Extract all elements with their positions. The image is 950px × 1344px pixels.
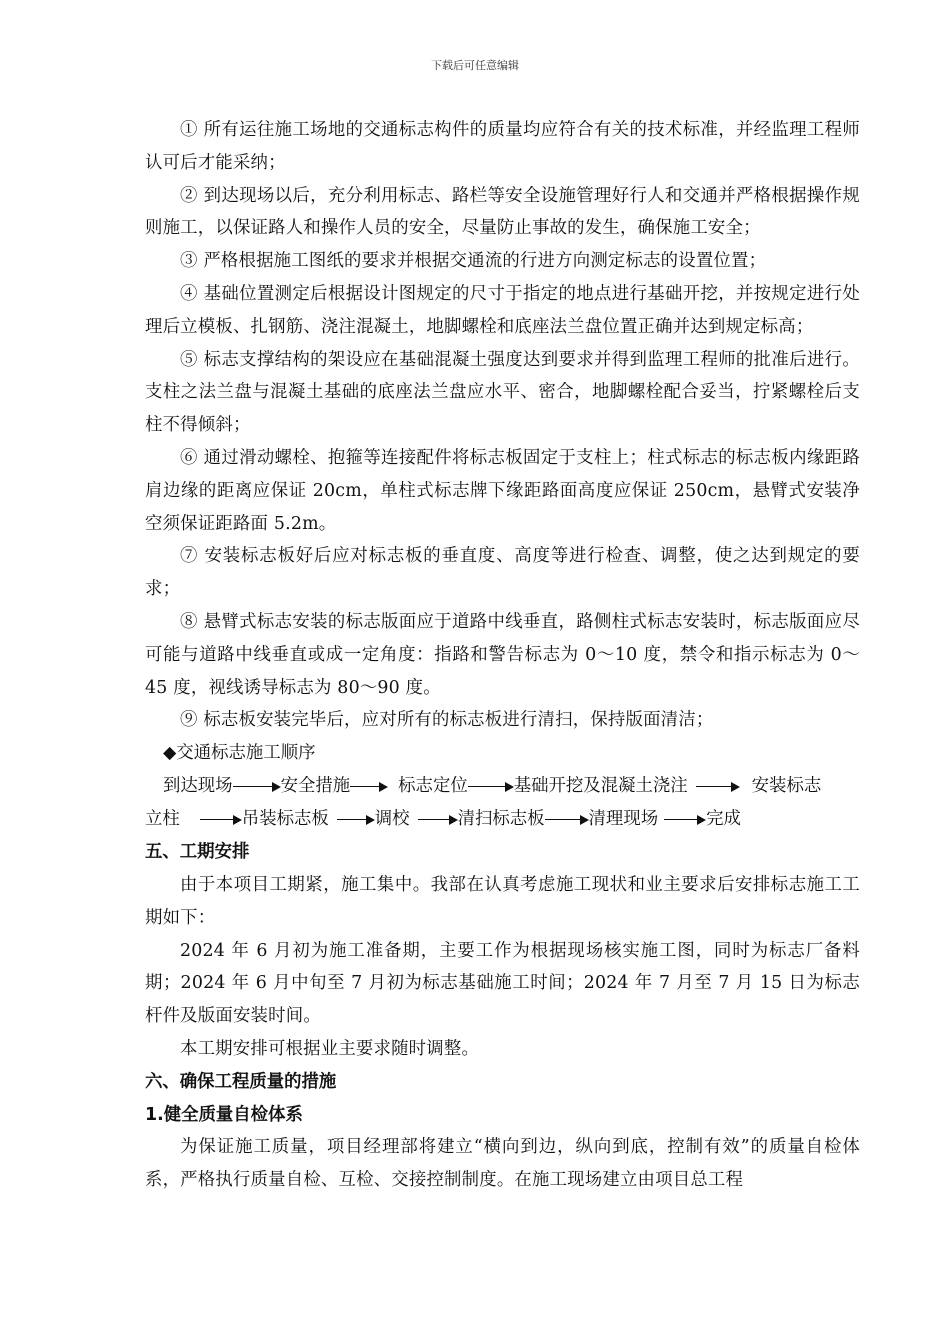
step-adjust: 调校 xyxy=(374,809,410,830)
section-5-heading: 五、工期安排 xyxy=(145,842,250,863)
step-install-post: 安装标志 xyxy=(751,776,822,797)
arrow-icon xyxy=(696,782,740,792)
step-foundation: 基础开挖及混凝土浇注 xyxy=(513,776,688,797)
arrow-icon xyxy=(545,815,589,825)
arrow-icon xyxy=(350,782,388,792)
section-5-p3: 本工期安排可根据业主要求随时调整。 xyxy=(180,1038,480,1059)
sequence-title: ◆交通标志施工顺序 xyxy=(163,743,316,764)
step-complete: 完成 xyxy=(706,809,741,830)
section-5-p2: 2024 年 6 月初为施工准备期，主要工作为根据现场核实施工图，同时为标志厂备料期；2024 年 6 月中旬至 7 月初为标志基础施工时间；2024 年 7 月至 7 月 15 日为标志杆件及版面安装时间。 xyxy=(145,940,860,1027)
arrow-icon xyxy=(418,815,458,825)
item-4: ④ 基础位置测定后根据设计图规定的尺寸于指定的地点进行基础开挖，并按规定进行处理后立模板、扎钢筋、浇注混凝土，地脚螺栓和底座法兰盘位置正确并达到规定标高； xyxy=(145,283,860,337)
arrow-icon xyxy=(664,815,706,825)
section-6-heading: 六、确保工程质量的措施 xyxy=(145,1071,337,1092)
item-7: ⑦ 安装标志板好后应对标志板的垂直度、高度等进行检查、调整，使之达到规定的要求； xyxy=(145,546,860,600)
item-2: ② 到达现场以后，充分利用标志、路栏等安全设施管理好行人和交通并严格根据操作规则施工，以保证路人和操作人员的安全，尽量防止事故的发生，确保施工安全； xyxy=(145,185,860,239)
step-locate: 标志定位 xyxy=(398,776,468,797)
arrow-icon xyxy=(337,815,375,825)
step-safety: 安全措施 xyxy=(280,776,351,797)
document-body xyxy=(145,114,860,1197)
step-clean-site: 清理现场 xyxy=(588,809,659,830)
section-6-p1: 为保证施工质量，项目经理部将建立“横向到边，纵向到底，控制有效”的质量自检体系，严格执行质量自检、互检、交接控制制度。在施工现场建立由项目总工程 xyxy=(145,1137,860,1191)
item-9: ⑨ 标志板安装完毕后，应对所有的标志板进行清扫，保持版面清洁； xyxy=(180,710,714,731)
item-1: ① 所有运往施工场地的交通标志构件的质量均应符合有关的技术标准，并经监理工程师认可后才能采纳； xyxy=(145,120,860,173)
page-header: 下载后可任意编辑 xyxy=(431,59,519,72)
item-5: ⑤ 标志支撑结构的架设应在基础混凝土强度达到要求并得到监理工程师的批准后进行。支柱之法兰盘与混凝土基础的底座法兰盘应水平、密合，地脚螺栓配合妥当，拧紧螺栓后支柱不得倾斜； xyxy=(145,349,860,436)
step-install-post-cont: 立柱 xyxy=(145,809,180,830)
section-5-p1: 由于本项目工期紧，施工集中。我部在认真考虑施工现状和业主要求后安排标志施工工期如下： xyxy=(145,874,860,928)
sequence-flow xyxy=(145,770,860,836)
arrow-icon xyxy=(200,815,242,825)
step-arrive: 到达现场 xyxy=(163,776,233,797)
item-6: ⑥ 通过滑动螺栓、抱箍等连接配件将标志板固定于支柱上；柱式标志的标志板内缘距路肩边缘的距离应保证 20cm，单柱式标志牌下缘距路面高度应保证 250cm，悬臂式安装净空须保证距路面 5.2m。 xyxy=(145,447,860,534)
item-8: ⑧ 悬臂式标志安装的标志版面应于道路中线垂直，路侧柱式标志安装时，标志版面应尽可能与道路中线垂直或成一定角度：指路和警告标志为 0～10 度，禁令和指示标志为 0～45 度，视线诱导标志为 80～90 度。 xyxy=(145,611,860,698)
section-6-subheading: 1.健全质量自检体系 xyxy=(145,1104,303,1125)
item-3: ③ 严格根据施工图纸的要求并根据交通流的行进方向测定标志的设置位置； xyxy=(180,251,767,272)
step-clean-board: 清扫标志板 xyxy=(457,809,545,830)
arrow-icon xyxy=(468,782,514,792)
step-hoist: 吊装标志板 xyxy=(241,809,329,830)
arrow-icon xyxy=(233,782,281,792)
